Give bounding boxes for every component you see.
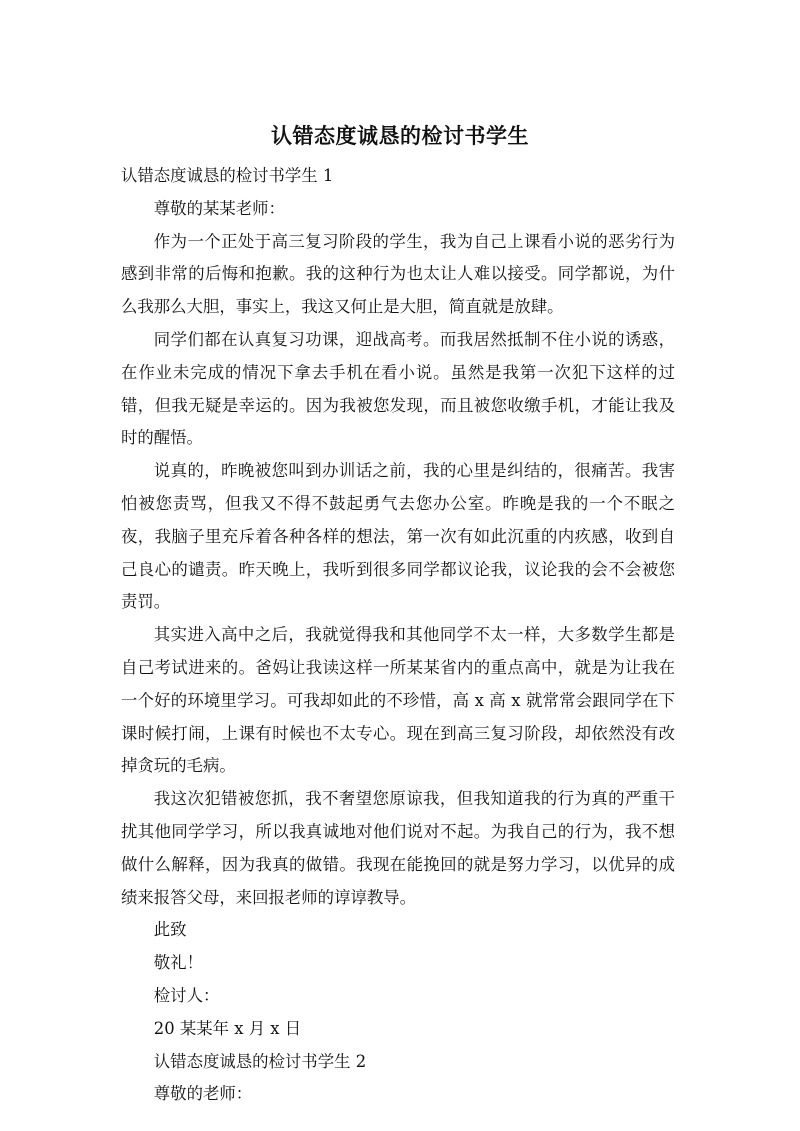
paragraph-4: 其实进入高中之后，我就觉得我和其他同学不太一样，大多数学生都是自己考试进来的。爸妈让我读这样一所某某省内的重点高中，就是为让我在一个好的环境里学习。可我却如此的不珍惜，高 x 高 x 就常常会跟同学在下课时候打闹，上课有时候也不太专心。现在到高三复习阶段，却依然没有改掉贪玩的毛病。 [121, 625, 675, 776]
section-heading-2: 认错态度诚恳的检讨书学生 2 [153, 1051, 367, 1071]
paragraph-2: 同学们都在认真复习功课，迎战高考。而我居然抵制不住小说的诱惑，在作业未完成的情况下拿去手机在看小说。虽然是我第一次犯下这样的过错，但我无疑是幸运的。因为我被您发现，而且被您收缴手机，才能让我及时的醒悟。 [121, 329, 675, 448]
document-title: 认错态度诚恳的检讨书学生 [271, 124, 529, 148]
paragraph-5: 我这次犯错被您抓，我不奢望您原谅我，但我知道我的行为真的严重干扰其他同学学习，所以我真诚地对他们说对不起。为我自己的行为，我不想做什么解释，因为我真的做错。我现在能挽回的就是努力学习，以优异的成绩来报答父母，来回报老师的谆谆教导。 [121, 789, 675, 907]
greeting-1: 尊敬的某某老师： [153, 198, 285, 218]
greeting-2: 尊敬的老师： [153, 1084, 253, 1104]
paragraph-3: 说真的，昨晚被您叫到办训话之前，我的心里是纠结的，很痛苦。我害怕被您责骂，但我又不得不鼓起勇气去您办公室。昨晚是我的一个不眠之夜，我脑子里充斥着各种各样的想法，第一次有如此沉重的内疚感，收到自己良心的谴责。昨天晚上，我听到很多同学都议论我，议论我的会不会被您责罚。 [121, 461, 675, 612]
signer-line: 检讨人： [153, 985, 220, 1005]
document-body [121, 160, 675, 1111]
section-heading-1: 认错态度诚恳的检讨书学生 1 [121, 166, 334, 185]
salute-line: 敬礼！ [153, 953, 203, 973]
closing-line: 此致 [153, 920, 187, 940]
paragraph-1: 作为一个正处于高三复习阶段的学生，我为自己上课看小说的恶劣行为感到非常的后悔和抱歉。我的这种行为也太让人难以接受。同学都说，为什么我那么大胆，事实上，我这又何止是大胆，简直就是放肆。 [121, 231, 675, 317]
date-line: 20 某某年 x 月 x 日 [153, 1018, 302, 1038]
